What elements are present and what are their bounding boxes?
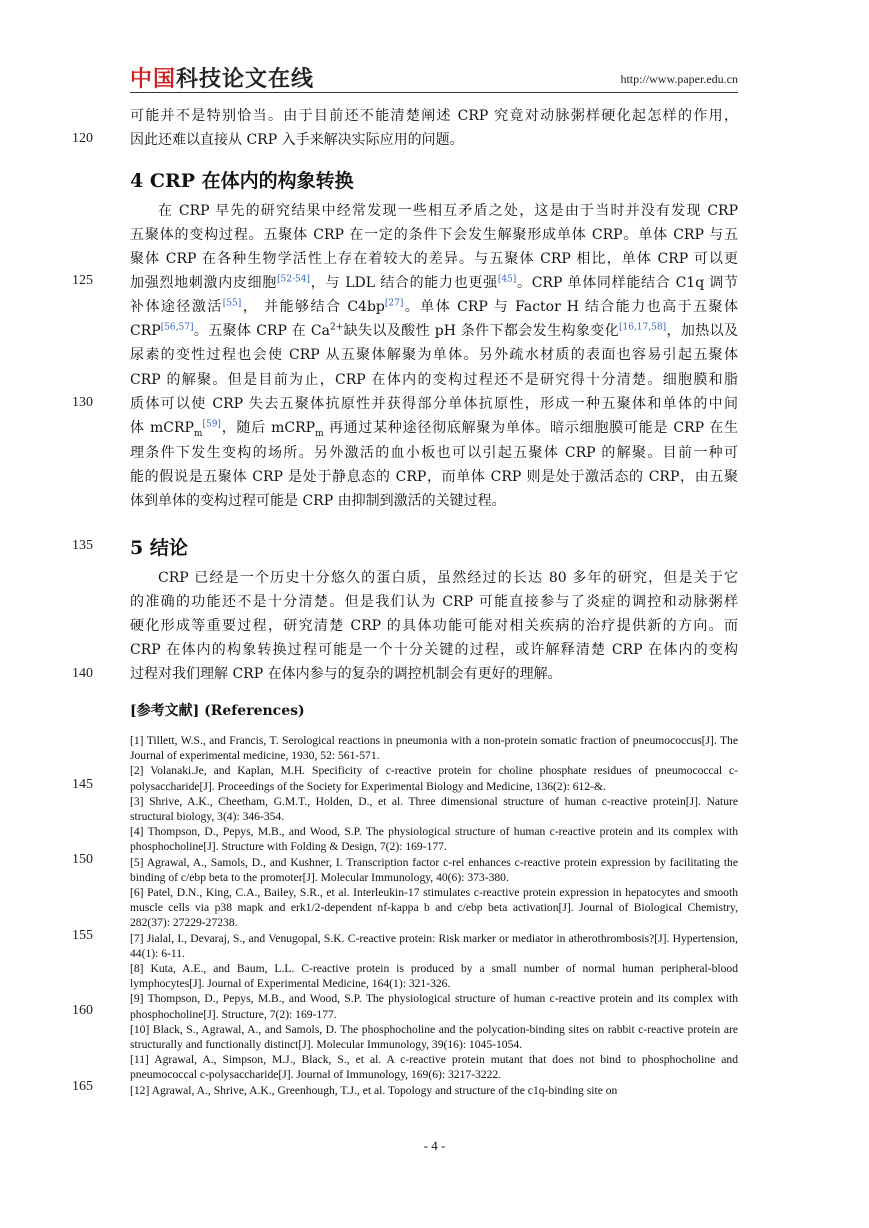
line-number: 140	[72, 666, 93, 681]
subscript: m	[193, 428, 203, 439]
reference-item: [12] Agrawal, A., Shrive, A.K., Greenhough, T.J., et al. Topology and structure of the c1q-binding site on	[130, 1083, 618, 1097]
text-segment: 。CRP 单体同样能结合 C1q 调节	[516, 275, 738, 291]
body-line: 理条件下发生变构的场所。另外激活的血小板也可以引起五聚体 CRP 的解聚。目前一种可	[130, 445, 738, 461]
line-number: 120	[72, 131, 93, 146]
reference-item: [3] Shrive, A.K., Cheetham, G.M.T., Holden, D., et al. Three dimensional structure of human c-reactive protein[J]. Nature structural biology, 3(4): 346-354.	[130, 794, 738, 824]
text-segment: ， 并能够结合 C4bp	[241, 299, 385, 315]
reference-item: [8] Kuta, A.E., and Baum, L.L. C-reactive protein is produced by a small number of normal human peripheral-blood lymphocytes[J]. Journal of Experimental Medicine, 164(1): 321-326.	[130, 962, 738, 991]
section-5-heading: 5 结论	[130, 537, 188, 559]
body-line: 尿素的变性过程也会使 CRP 从五聚体解聚为单体。另外疏水材质的表面也容易引起五聚体	[130, 347, 738, 363]
reference-item: [7] Jialal, I., Devaraj, S., and Venugopal, S.K. C-reactive protein: Risk marker or mediator in atherothrombosis?[J]. Hypertension, 44(1): 6-11.	[130, 931, 738, 960]
line-number: 155	[72, 928, 93, 943]
reference-item: [9] Thompson, D., Pepys, M.B., and Wood, S.P. The physiological structure of human c-reactive protein and its complex with phosphocholine[J]. Structure, 7(2): 169-177.	[130, 992, 738, 1021]
body-line: CRP 已经是一个历史十分悠久的蛋白质，虽然经过的长达 80 多年的研究，但是关于它	[158, 570, 738, 586]
reference-item: [11] Agrawal, A., Simpson, M.J., Black, S., et al. A c-reactive protein mutant that does not bind to phosphocholine and pneumococcal c-polysaccharide[J]. Journal of Immunology, 169(6): 3217-3222.	[130, 1053, 738, 1082]
body-line: 聚体 CRP 在各种生物学活性上存在着较大的差异。与五聚体 CRP 相比，单体 CRP 可以更	[130, 251, 738, 267]
line-number: 160	[72, 1003, 93, 1018]
logo-red-text: 中国	[130, 67, 177, 92]
site-logo	[130, 62, 314, 93]
page-number: - 4 -	[423, 1138, 446, 1153]
body-line	[130, 319, 738, 343]
text-segment: 。五聚体 CRP 在 Ca	[193, 323, 330, 339]
line-number: 165	[72, 1079, 93, 1094]
body-line: 可能并不是特别恰当。由于目前还不能清楚阐述 CRP 究竟对动脉粥样硬化起怎样的作用，	[130, 108, 738, 124]
subscript: m	[315, 428, 324, 439]
citation[interactable]: [55]	[222, 298, 242, 309]
line-number: 135	[72, 538, 93, 553]
text-segment: ，加热以及	[666, 323, 738, 339]
reference-item: [5] Agrawal, A., Samols, D., and Kushner, I. Transcription factor c-rel enhances c-reactive protein expression by facilitating the binding of c/ebp beta to the promoter[J]. Molecular Immunology, 40(6): 373-380.	[130, 855, 738, 884]
logo-dark-text: 科技论文在线	[176, 67, 315, 92]
citation[interactable]: [52-54]	[277, 274, 310, 285]
header-url[interactable]: http://www.paper.edu.cn	[620, 72, 738, 86]
section-4-heading: 4 CRP 在体内的构象转换	[130, 170, 354, 192]
citation[interactable]: [16,17,58]	[618, 322, 667, 333]
references-heading: [参考文献] (References)	[130, 703, 305, 719]
line-number: 145	[72, 777, 93, 792]
citation[interactable]: [56,57]	[160, 322, 194, 333]
body-line: 过程对我们理解 CRP 在体内参与的复杂的调控机制会有更好的理解。	[130, 666, 562, 682]
citation[interactable]: [45]	[497, 274, 517, 285]
reference-list	[130, 733, 738, 1098]
reference-item: [6] Patel, D.N., King, C.A., Bailey, S.R., et al. Interleukin-17 stimulates c-reactive protein expression in hepatocytes and smooth muscle cells via p38 mapk and erk1/2-dependent nf-kappa b and c/ebp beta activation[J]. Journal of Biological Chemistry, 282(37): 27229-27238.	[130, 886, 738, 930]
body-line: 因此还难以直接从 CRP 入手来解决实际应用的问题。	[130, 132, 464, 148]
text-segment: ，随后 mCRP	[220, 420, 316, 436]
text-segment: ，与 LDL 结合的能力也更强	[309, 275, 498, 291]
reference-item: [10] Black, S., Agrawal, A., and Samols, D. The phosphocholine and the polycation-binding sites on rabbit c-reactive protein are structurally and functionally distinct[J]. Molecular Immunology, 39(16): 1045-1054.	[130, 1022, 738, 1052]
line-number: 130	[72, 395, 93, 410]
superscript: 2+	[330, 322, 344, 333]
body-line: 体到单体的变构过程可能是 CRP 由抑制到激活的关键过程。	[130, 493, 506, 509]
text-segment: 体 mCRP	[130, 420, 194, 436]
page-header	[130, 60, 738, 93]
body-line: CRP 的解聚。但是目前为止，CRP 在体内的变构过程还不是研究得十分清楚。细胞膜和脂	[130, 372, 738, 388]
line-number: 150	[72, 852, 93, 867]
body-line: 能的假说是五聚体 CRP 是处于静息态的 CRP，而单体 CRP 则是处于激活态的 CRP，由五聚	[130, 469, 738, 485]
reference-item: [4] Thompson, D., Pepys, M.B., and Wood, S.P. The physiological structure of human c-reactive protein and its complex with phosphocholine[J]. Structure with Folding & Design, 7(2): 169-177.	[130, 825, 738, 854]
line-number: 125	[72, 273, 93, 288]
reference-item: [2] Volanaki.Je, and Kaplan, M.H. Specificity of c-reactive protein for choline phosphate residues of pneumococcal c-polysaccharide[J]. Proceedings of the Society for Experimental Biology and Medicine, 136(2): 612-&.	[130, 764, 738, 793]
citation[interactable]: [27]	[384, 298, 404, 309]
body-line	[130, 416, 738, 440]
body-line: 的准确的功能还不是十分清楚。但是我们认为 CRP 可能直接参与了炎症的调控和动脉粥样	[130, 594, 738, 610]
body-line: 在 CRP 早先的研究结果中经常发现一些相互矛盾之处，这是由于当时并没有发现 CRP	[158, 203, 738, 219]
text-segment: 补体途径激活	[130, 299, 223, 315]
text-segment: 缺失以及酸性 pH 条件下都会发生构象变化	[343, 323, 619, 339]
body-line: CRP 在体内的构象转换过程可能是一个十分关键的过程，或许解释清楚 CRP 在体内的变构	[130, 642, 738, 658]
reference-item: [1] Tillett, W.S., and Francis, T. Serological reactions in pneumonia with a non-protein somatic fraction of pneumococcus[J]. The Journal of experimental medicine, 1930, 52: 561-571.	[130, 734, 738, 763]
body-line: 硬化形成等重要过程，研究清楚 CRP 的具体功能可能对相关疾病的治疗提供新的方向。而	[130, 618, 738, 634]
body-line	[130, 271, 738, 295]
body-line: 五聚体的变构过程。五聚体 CRP 在一定的条件下会发生解聚形成单体 CRP。单体 CRP 与五	[130, 227, 738, 243]
text-segment: 。单体 CRP 与 Factor H 结合能力也高于五聚体	[403, 299, 738, 315]
body-line	[130, 295, 738, 319]
citation[interactable]: [59]	[202, 419, 221, 430]
text-segment: CRP	[130, 323, 161, 339]
text-segment: 加强烈地刺激内皮细胞	[130, 275, 278, 291]
body-line: 质体可以使 CRP 失去五聚体抗原性并获得部分单体抗原性，形成一种五聚体和单体的中间	[130, 396, 738, 412]
text-segment: 再通过某种途径彻底解聚为单体。暗示细胞膜可能是 CRP 在生	[323, 420, 738, 436]
